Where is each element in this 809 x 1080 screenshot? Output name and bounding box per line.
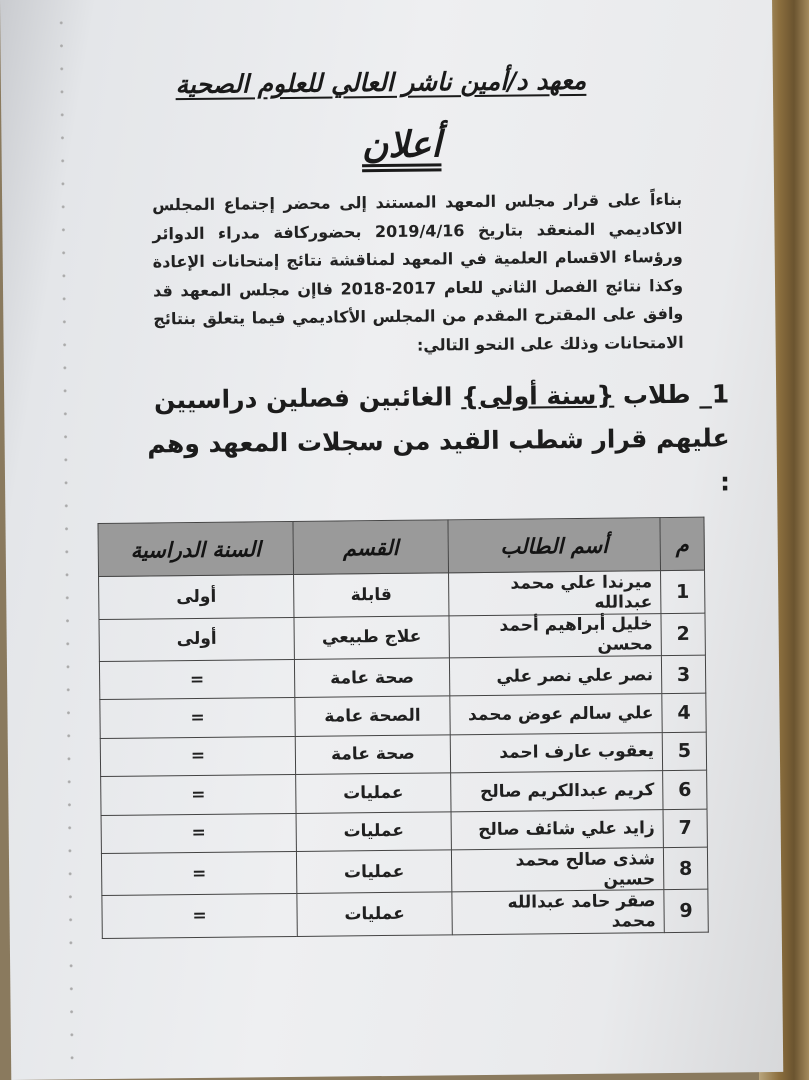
table-row <box>102 890 708 939</box>
row-dept: عمليات <box>296 773 451 813</box>
row-year: أولى <box>99 617 294 662</box>
table-row <box>99 613 705 662</box>
item-text-before: طلاب <box>622 379 691 410</box>
students-table <box>97 517 708 939</box>
table-row <box>99 655 705 700</box>
row-num: 3 <box>661 655 705 694</box>
row-year: = <box>101 813 296 853</box>
item-number: 1_ <box>699 379 730 409</box>
row-dept: قابلة <box>294 573 449 617</box>
row-name: علي سالم عوض محمد <box>450 694 662 735</box>
row-dept: عمليات <box>296 850 451 894</box>
decision-item <box>144 372 730 510</box>
row-name: صقر حامد عبدالله محمد <box>452 890 664 935</box>
row-name: زايد علي شائف صالح <box>451 809 663 850</box>
table-row <box>100 732 706 777</box>
row-name: كريم عبدالكريم صالح <box>451 771 663 812</box>
item-highlight: {سنة أولى} <box>460 380 615 412</box>
intro-paragraph: بناءاً على قرار مجلس المعهد المستند إلى محضر إجتماع المجلس الاكاديمي المنعقد بتاريخ 2019/4/16 بحضوركافة مدراء الدوائر ورؤساء الاقسام العلمية في المعهد لمناقشة نتائج إمتحانات الإعادة وكذا نتائج الفصل الثاني للعام 2017-2018 فاإن مجلس المعهد قد وافق على المقترح المقدم من المجلس الأكاديمي فيما يتعلق بنتائج الامتحانات وذلك على النحو التالي: <box>152 189 684 355</box>
row-year: = <box>99 659 294 699</box>
table-row <box>101 770 707 815</box>
row-num: 2 <box>661 613 705 656</box>
row-year: = <box>100 698 295 738</box>
row-year: = <box>102 894 297 939</box>
row-dept: عمليات <box>297 892 452 936</box>
item-text-after: الغائبين فصلين دراسيين عليهم قرار شطب القيد من سجلات المعهد وهم : <box>147 382 731 497</box>
row-name: خليل أبراهيم أحمد محسن <box>449 613 661 658</box>
row-name: نصر علي نصر علي <box>449 656 661 697</box>
row-year: = <box>100 736 295 776</box>
row-num: 4 <box>662 694 706 733</box>
row-dept: صحة عامة <box>294 658 449 698</box>
row-year: = <box>101 775 296 815</box>
header-num: م <box>660 517 705 570</box>
row-name: شذى صالح محمد حسين <box>451 848 663 893</box>
header-year: السنة الدراسية <box>98 521 294 576</box>
row-num: 7 <box>663 809 707 848</box>
row-num: 1 <box>661 570 705 613</box>
row-num: 5 <box>662 732 706 771</box>
row-num: 8 <box>663 847 707 890</box>
row-num: 6 <box>663 770 707 809</box>
row-name: ميرندا علي محمد عبدالله <box>449 571 661 616</box>
header-name: أسم الطالب <box>448 518 661 573</box>
header-dept: القسم <box>293 520 449 575</box>
row-dept: الصحة عامة <box>295 696 450 736</box>
announcement-heading: أعلان <box>361 123 442 167</box>
row-num: 9 <box>664 890 708 933</box>
row-name: يعقوب عارف احمد <box>450 732 662 773</box>
table-header-row <box>98 517 705 576</box>
row-dept: عمليات <box>296 811 451 851</box>
table-row <box>100 694 706 739</box>
table-row <box>101 809 707 854</box>
institute-title: معهد د/أمين ناشر العالي للعلوم الصحية <box>175 65 587 100</box>
table-row <box>101 847 707 896</box>
row-dept: علاج طبيعي <box>294 615 449 659</box>
row-year: أولى <box>99 574 294 619</box>
table-row <box>99 570 705 619</box>
row-dept: صحة عامة <box>295 735 450 775</box>
row-year: = <box>101 851 296 896</box>
